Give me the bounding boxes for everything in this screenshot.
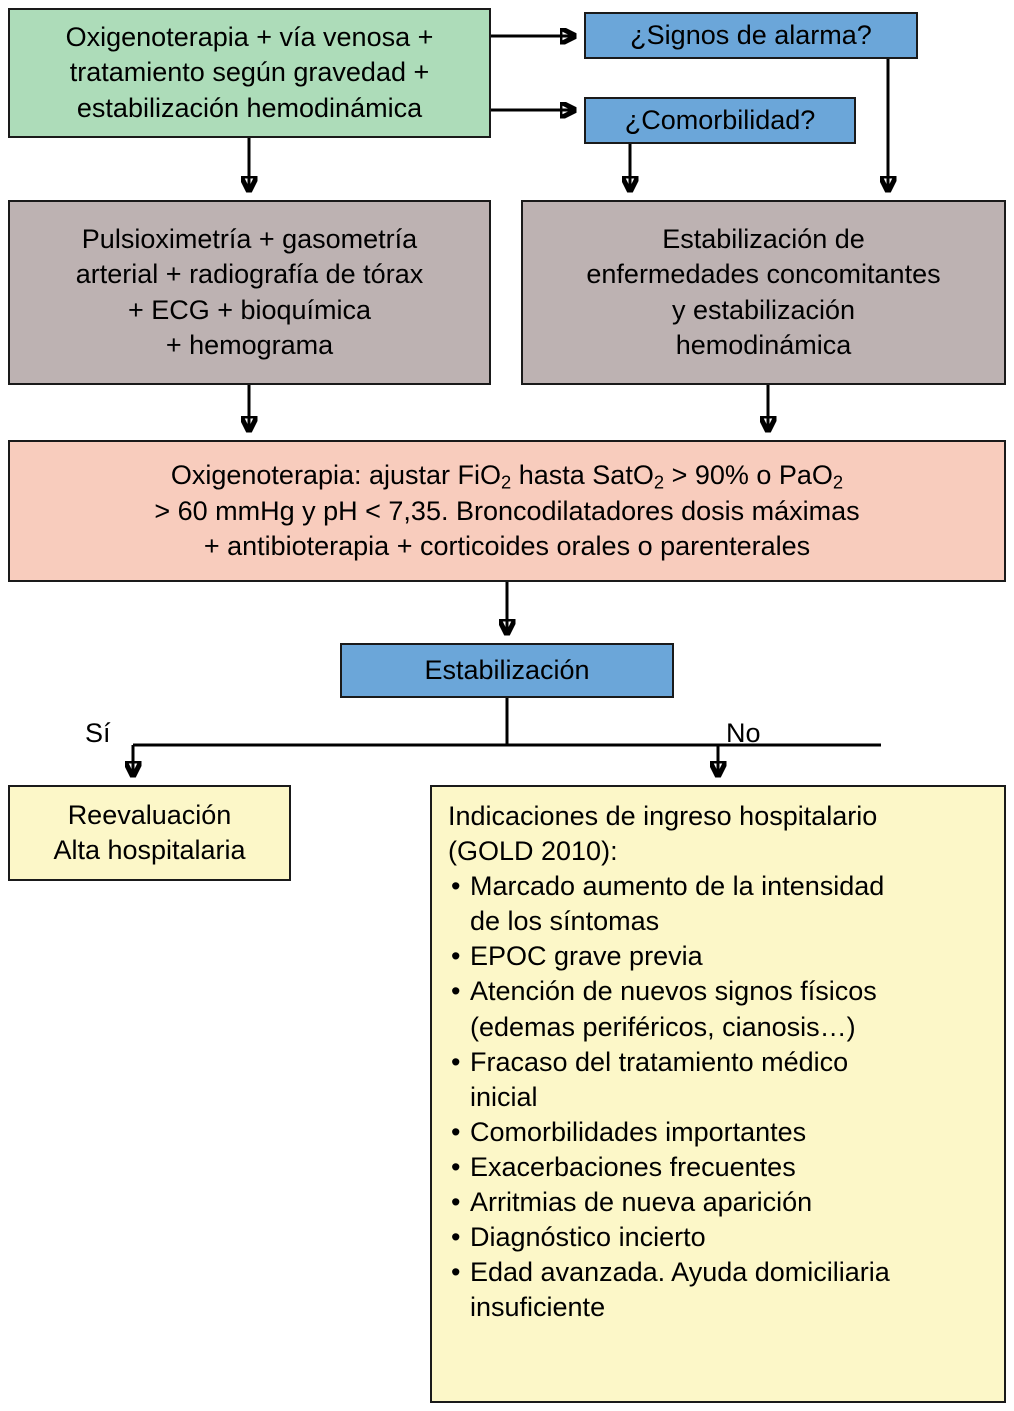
node-alarm-signs-label: ¿Signos de alarma? [630, 19, 872, 50]
oxy-text-a: Oxigenoterapia: ajustar FiO [170, 459, 502, 490]
node-initial-line-3: estabilización hemodinámica [76, 92, 423, 123]
node-comorbid-stabilization-line-3: y estabilización [671, 294, 856, 325]
list-item [448, 1115, 890, 1150]
list-item-line: Diagnóstico incierto [470, 1222, 706, 1253]
list-item [448, 974, 890, 1044]
list-item-line: Edad avanzada. Ayuda domiciliaria [470, 1257, 890, 1288]
node-comorbid-stabilization [521, 200, 1006, 385]
node-oxygen-therapy-line-1 [171, 458, 843, 494]
node-diagnostic-tests-line-3: + ECG + bioquímica [127, 294, 372, 325]
node-oxygen-therapy [8, 440, 1006, 582]
node-comorbid-stabilization-line-1: Estabilización de [662, 224, 865, 255]
list-item-line: Exacerbaciones frecuentes [470, 1151, 796, 1182]
node-comorbid-stabilization-line-4: hemodinámica [675, 329, 852, 360]
node-hospital-admission-criteria [430, 785, 1006, 1403]
list-item [448, 1255, 890, 1325]
list-item [448, 1150, 890, 1185]
oxy-sub-3: 2 [832, 471, 844, 493]
admission-header-line-2: (GOLD 2010): [448, 836, 618, 867]
node-oxygen-therapy-line-3: + antibioterapia + corticoides orales o parenterales [203, 531, 811, 562]
list-item [448, 1185, 890, 1220]
list-item-line: insuficiente [470, 1292, 606, 1323]
list-item-line: Marcado aumento de la intensidad [470, 871, 885, 902]
edge-label-no: No [726, 718, 761, 748]
list-item-line: Arritmias de nueva aparición [470, 1187, 813, 1218]
list-item [448, 1220, 890, 1255]
node-comorbid-stabilization-line-2: enfermedades concomitantes [586, 259, 941, 290]
oxy-text-b: hasta SatO [511, 459, 654, 490]
admission-criteria-list [448, 869, 890, 1325]
node-comorbidity-label: ¿Comorbilidad? [624, 104, 816, 135]
node-reevaluation-line-2: Alta hospitalaria [53, 835, 246, 865]
list-item [448, 869, 890, 939]
admission-header-line-1: Indicaciones de ingreso hospitalario [448, 801, 878, 831]
oxy-sub-2: 2 [653, 471, 665, 493]
oxy-text-c: > 90% o PaO [664, 459, 833, 490]
node-initial-line-1: Oxigenoterapia + vía venosa + [65, 22, 434, 53]
node-alarm-signs [584, 12, 918, 59]
list-item [448, 1045, 890, 1115]
oxy-sub-1: 2 [501, 471, 512, 493]
node-stabilization-decision-label: Estabilización [424, 654, 590, 685]
node-diagnostic-tests-line-4: + hemograma [165, 329, 334, 360]
list-item-line: Comorbilidades importantes [470, 1116, 807, 1147]
list-item-line: Atención de nuevos signos físicos [470, 976, 877, 1007]
node-initial-treatment [8, 8, 491, 138]
node-oxygen-therapy-line-2: > 60 mmHg y pH < 7,35. Broncodilatadores dosis máximas [154, 496, 860, 527]
node-stabilization-decision [340, 643, 674, 698]
edge-label-yes: Sí [85, 718, 111, 748]
node-initial-line-2: tratamiento según gravedad + [69, 57, 430, 88]
list-item-line: Fracaso del tratamiento médico [470, 1046, 849, 1077]
list-item-line: EPOC grave previa [470, 941, 703, 972]
node-diagnostic-tests-line-1: Pulsioximetría + gasometría [81, 224, 418, 255]
list-item-line: (edemas periféricos, cianosis…) [470, 1011, 856, 1042]
node-reevaluation-discharge [8, 785, 291, 881]
list-item [448, 939, 890, 974]
node-reevaluation-line-1: Reevaluación [67, 799, 232, 830]
list-item-line: de los síntomas [470, 906, 660, 937]
node-comorbidity [584, 97, 856, 144]
node-diagnostic-tests-line-2: arterial + radiografía de tórax [75, 259, 424, 290]
node-diagnostic-tests [8, 200, 491, 385]
list-item-line: inicial [470, 1081, 538, 1112]
